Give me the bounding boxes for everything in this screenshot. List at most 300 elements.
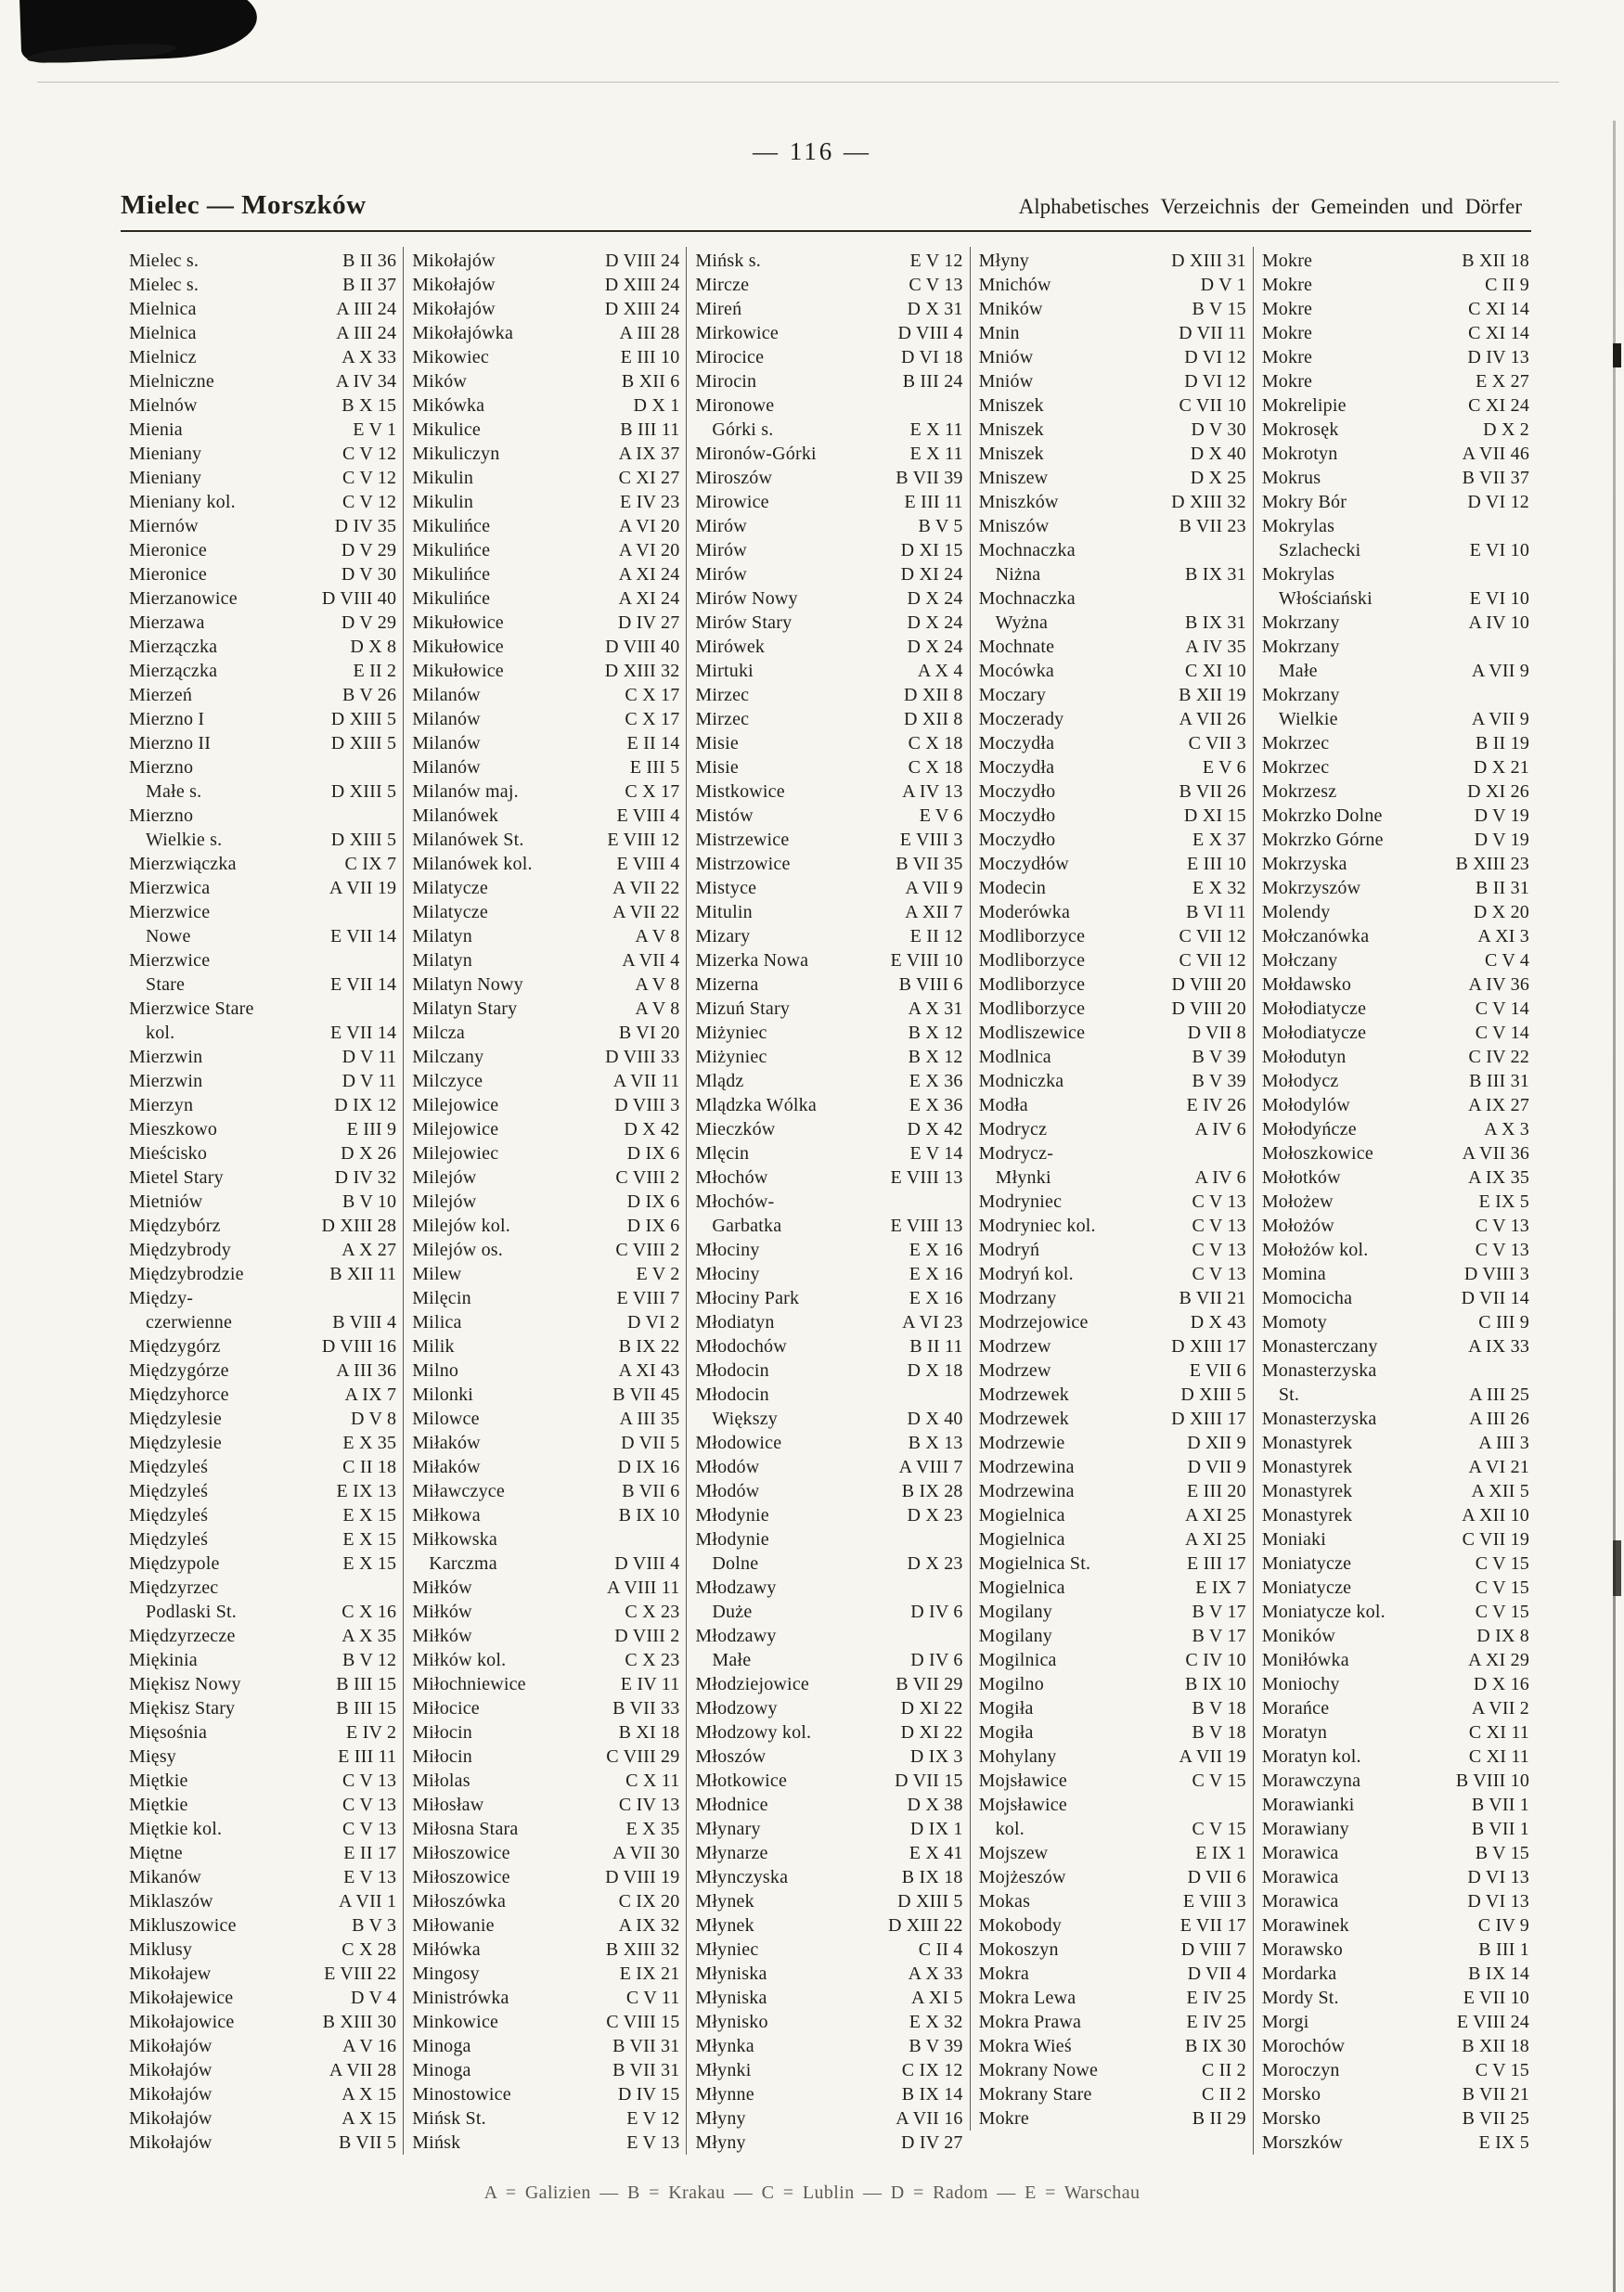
place-code: C IV 22 <box>1468 1047 1530 1067</box>
list-item <box>695 1069 962 1093</box>
place-name: Mojszew <box>978 1843 1049 1863</box>
place-name: Mogielnica <box>978 1529 1065 1550</box>
list-item <box>412 345 679 369</box>
list-item <box>979 876 1246 900</box>
place-code: C V 13 <box>1192 1216 1246 1236</box>
place-name: Międzybrodzie <box>129 1264 244 1284</box>
place-code: D X 38 <box>907 1795 963 1815</box>
list-item <box>412 1165 679 1190</box>
place-code: A VII 19 <box>1179 1746 1246 1767</box>
place-name: Mirówek <box>695 637 766 657</box>
place-code: D VIII 20 <box>1171 974 1246 995</box>
place-code: B VII 1 <box>1471 1819 1530 1839</box>
place-name: Młodochów <box>695 1336 787 1357</box>
place-name: Misie <box>695 733 739 753</box>
place-name: Morgi <box>1261 2012 1309 2032</box>
place-code: C II 9 <box>1485 275 1530 295</box>
place-name: Mikołajew <box>129 1964 212 1984</box>
list-item <box>129 900 396 924</box>
place-name: Mikulińce <box>412 540 491 560</box>
place-code: B IX 14 <box>901 2084 963 2105</box>
list-item <box>129 1045 396 1069</box>
list-item <box>412 1841 679 1865</box>
place-code: B XII 19 <box>1179 685 1246 705</box>
list-item <box>979 1455 1246 1479</box>
place-code: E X 36 <box>909 1095 963 1115</box>
list-item <box>1262 1552 1529 1576</box>
place-code: A XI 24 <box>618 588 680 609</box>
list-item <box>979 948 1246 972</box>
place-code: E VIII 24 <box>1456 2012 1530 2032</box>
place-code: D VII 4 <box>1187 1964 1246 1984</box>
place-code: A VII 9 <box>1471 709 1530 729</box>
place-code: D XIII 28 <box>321 1216 397 1236</box>
place-name: Milcza <box>412 1023 465 1043</box>
place-code: B II 19 <box>1475 733 1530 753</box>
list-item <box>1262 2034 1529 2058</box>
list-item <box>412 1407 679 1431</box>
place-name: Morawsko <box>1261 1939 1343 1960</box>
place-name: Młyniska <box>695 1964 767 1984</box>
list-item <box>695 1238 962 1262</box>
list-item <box>412 1600 679 1624</box>
place-name: Mokobody <box>978 1915 1062 1936</box>
place-code: E VIII 3 <box>1182 1891 1246 1912</box>
place-name: Miłoszowice <box>412 1867 510 1887</box>
list-item <box>695 321 962 345</box>
place-name: Karczma <box>429 1553 497 1574</box>
list-item <box>129 1503 396 1527</box>
place-name: Milejowiec <box>412 1143 499 1164</box>
list-item <box>412 1045 679 1069</box>
list-item <box>129 1117 396 1141</box>
list-item <box>412 2106 679 2131</box>
place-name: Mięsośnia <box>129 1722 208 1743</box>
list-item <box>129 1262 396 1286</box>
place-code: B VII 39 <box>896 468 963 488</box>
place-name: Mołczanówka <box>1261 926 1370 946</box>
place-name: Miętkie <box>129 1795 188 1815</box>
place-name: Mirocice <box>695 347 765 367</box>
list-item <box>129 1962 396 1986</box>
place-code: D X 42 <box>907 1119 963 1140</box>
place-name: Mikulin <box>412 468 474 488</box>
place-code: C V 13 <box>342 1795 397 1815</box>
place-code: C VIII 2 <box>615 1240 680 1260</box>
list-item <box>1262 1986 1529 2010</box>
list-item <box>1262 1648 1529 1672</box>
place-code: D V 11 <box>342 1071 397 1091</box>
list-item <box>1262 1624 1529 1648</box>
place-code: A XI 24 <box>618 564 680 585</box>
list-item <box>695 1938 962 1962</box>
place-name: Mogielnica St. <box>978 1553 1091 1574</box>
place-name: Mlądz <box>695 1071 744 1091</box>
place-code: B VI 20 <box>618 1023 680 1043</box>
place-code: A IV 36 <box>1468 974 1530 995</box>
place-code: C VII 3 <box>1188 733 1246 753</box>
place-code: E VII 17 <box>1179 1915 1246 1936</box>
place-code <box>956 393 963 418</box>
place-name: Mogiła <box>978 1722 1034 1743</box>
list-item <box>412 2034 679 2058</box>
place-code: D XIII 5 <box>330 709 397 729</box>
list-item <box>979 804 1246 828</box>
place-code: D XIII 22 <box>887 1915 963 1936</box>
list-item <box>129 1624 396 1648</box>
place-code: B V 39 <box>909 2036 963 2056</box>
place-code: C X 18 <box>908 733 963 753</box>
place-code: C VIII 29 <box>606 1746 680 1767</box>
place-name: Momocicha <box>1261 1288 1353 1308</box>
place-code: B V 15 <box>1192 299 1246 319</box>
place-code: D X 2 <box>1483 419 1530 440</box>
place-name: Mirów <box>695 564 747 585</box>
place-code: E X 35 <box>342 1433 397 1453</box>
list-item <box>412 852 679 876</box>
list-item <box>129 490 396 514</box>
place-code: B IX 28 <box>901 1481 963 1501</box>
list-item <box>129 1527 396 1552</box>
place-code: C X 23 <box>625 1602 680 1622</box>
place-name: Mierzwice <box>129 902 211 922</box>
list-item <box>412 804 679 828</box>
place-name: Mołożów kol. <box>1261 1240 1369 1260</box>
list-item <box>412 731 679 755</box>
place-code: C VII 19 <box>1462 1529 1530 1550</box>
list-item <box>695 1141 962 1165</box>
place-code: B VII 21 <box>1462 2084 1530 2105</box>
list-item <box>129 418 396 442</box>
page-header <box>121 190 1522 221</box>
list-item <box>695 1817 962 1841</box>
place-name: Moniatycze <box>1261 1553 1352 1574</box>
place-name: Młynary <box>695 1819 761 1839</box>
list-item <box>129 321 396 345</box>
place-code: B IX 18 <box>901 1867 963 1887</box>
place-code: C X 11 <box>625 1771 680 1791</box>
place-name: Monasterzyska <box>1261 1409 1377 1429</box>
list-item <box>412 659 679 683</box>
place-name: Mogilany <box>978 1602 1052 1622</box>
place-code: B IX 10 <box>618 1505 680 1526</box>
place-name: Mokrzec <box>1261 757 1330 778</box>
place-code: B VIII 6 <box>898 974 963 995</box>
place-name: Miroszów <box>695 468 773 488</box>
place-name: Mokra <box>978 1964 1029 1984</box>
place-name: Międzyhorce <box>129 1384 229 1405</box>
place-code: C X 17 <box>625 781 680 802</box>
place-code: D IX 16 <box>617 1457 680 1477</box>
place-code: E III 9 <box>346 1119 397 1140</box>
place-code: E III 10 <box>1187 854 1246 874</box>
scan-edge-tick <box>1613 343 1621 367</box>
list-item <box>412 779 679 804</box>
list-item <box>412 586 679 611</box>
list-item <box>412 1769 679 1793</box>
place-code: E IV 26 <box>1186 1095 1246 1115</box>
place-code: D X 24 <box>907 588 963 609</box>
place-name: Monastyrek <box>1261 1505 1353 1526</box>
list-item <box>1262 1407 1529 1431</box>
list-item <box>412 828 679 852</box>
place-name: Miłków <box>412 1602 472 1622</box>
place-name: Mołodutyn <box>1261 1047 1347 1067</box>
place-code: B X 12 <box>908 1047 963 1067</box>
list-item <box>412 1865 679 1889</box>
place-name: Mlęcin <box>695 1143 750 1164</box>
place-name: Mokrylas <box>1261 564 1335 585</box>
place-code <box>389 755 396 779</box>
place-name: Moniochy <box>1261 1674 1340 1694</box>
place-code: A X 4 <box>917 661 963 681</box>
place-code: C V 11 <box>625 1988 680 2008</box>
place-code: A VI 20 <box>618 540 680 560</box>
place-name: Mniów <box>978 371 1034 392</box>
place-code: A VII 11 <box>612 1071 680 1091</box>
place-name: Mikułowice <box>412 661 504 681</box>
place-code: C V 13 <box>1192 1191 1246 1212</box>
place-name: Podlaski St. <box>146 1602 237 1622</box>
place-code: E X 35 <box>625 1819 680 1839</box>
place-name: Miłaków <box>412 1457 481 1477</box>
place-name: Mistów <box>695 805 754 826</box>
place-name: Mokry Bór <box>1261 492 1347 512</box>
list-item <box>412 1214 679 1238</box>
list-item <box>1262 466 1529 490</box>
place-name: Młyny <box>695 2132 746 2153</box>
list-item <box>412 1431 679 1455</box>
place-name: Milatyn Nowy <box>412 974 523 995</box>
place-name: Mirów Stary <box>695 612 793 633</box>
place-name: Mokas <box>978 1891 1031 1912</box>
list-item <box>979 1190 1246 1214</box>
place-code: C II 2 <box>1201 2060 1246 2080</box>
list-item <box>1262 273 1529 297</box>
list-item <box>695 297 962 321</box>
list-item <box>979 1986 1246 2010</box>
place-code: D XIII 5 <box>1180 1384 1246 1405</box>
list-item <box>1262 924 1529 948</box>
list-item <box>129 948 396 972</box>
list-item <box>412 2131 679 2155</box>
place-name: Modryń kol. <box>978 1264 1074 1284</box>
place-name: Młyniska <box>695 1988 767 2008</box>
list-item <box>979 2034 1246 2058</box>
place-name: Milew <box>412 1264 462 1284</box>
place-name: Mołczany <box>1261 950 1338 971</box>
place-name: Mników <box>978 299 1043 319</box>
list-item <box>129 1334 396 1358</box>
place-name: Modrycz- <box>978 1143 1054 1164</box>
list-item <box>695 249 962 273</box>
place-name: Moniaki <box>1261 1529 1326 1550</box>
place-name: Miłocice <box>412 1698 480 1719</box>
list-item <box>979 562 1246 586</box>
list-item <box>129 779 396 804</box>
place-code: B V 18 <box>1192 1698 1246 1719</box>
list-item <box>695 924 962 948</box>
place-code: A IV 6 <box>1194 1167 1246 1188</box>
place-code: E X 15 <box>342 1553 397 1574</box>
place-code: E X 11 <box>909 419 963 440</box>
place-code: B VI 11 <box>1186 902 1246 922</box>
list-item <box>979 972 1246 997</box>
place-code: A III 36 <box>336 1360 397 1381</box>
list-item <box>412 948 679 972</box>
place-name: Mikołajów <box>412 251 496 271</box>
list-item <box>129 1165 396 1190</box>
place-name: Młynek <box>695 1915 754 1936</box>
place-name: Moroczyn <box>1261 2060 1340 2080</box>
place-name: Dolne <box>712 1553 759 1574</box>
place-name: Mikulińce <box>412 564 491 585</box>
place-name: Mieniany <box>129 444 202 464</box>
list-item <box>412 1576 679 1600</box>
place-code: B XI 18 <box>618 1722 680 1743</box>
place-code: E V 13 <box>626 2132 680 2153</box>
place-code: D VII 5 <box>621 1433 680 1453</box>
place-code: D VII 6 <box>1187 1867 1246 1887</box>
place-name: Mołodiatycze <box>1261 1023 1367 1043</box>
list-item <box>412 538 679 562</box>
index-column-3 <box>686 247 969 2155</box>
place-code: C X 17 <box>625 685 680 705</box>
list-item <box>1262 345 1529 369</box>
list-item <box>695 1214 962 1238</box>
place-code: B VII 5 <box>339 2132 397 2153</box>
place-code: D IV 27 <box>901 2132 963 2153</box>
place-code: B XII 18 <box>1462 251 1530 271</box>
place-code: E X 16 <box>909 1240 963 1260</box>
place-code: A III 28 <box>619 323 680 343</box>
list-item <box>1262 635 1529 659</box>
place-name: Mnichów <box>978 275 1051 295</box>
place-code: E V 6 <box>919 805 963 826</box>
place-name: Mikołajów <box>129 2108 213 2129</box>
place-name: Mierzyn <box>129 1095 194 1115</box>
place-name: Mierzno II <box>129 733 212 753</box>
place-name: Mirzec <box>695 709 750 729</box>
index-column-5 <box>1253 247 1536 2155</box>
list-item <box>1262 1165 1529 1190</box>
list-item <box>129 1769 396 1793</box>
place-name: Mokrzesz <box>1261 781 1337 802</box>
place-code: E IX 7 <box>1195 1577 1246 1598</box>
place-code: D VI 18 <box>901 347 963 367</box>
place-name: Moczydła <box>978 757 1055 778</box>
list-item <box>979 635 1246 659</box>
place-code <box>389 1576 396 1600</box>
list-item <box>695 562 962 586</box>
place-code: E V 12 <box>626 2108 680 2129</box>
list-item <box>979 1938 1246 1962</box>
place-name: Mołodycz <box>1261 1071 1339 1091</box>
place-code: B VII 45 <box>612 1384 680 1405</box>
place-code: D X 25 <box>1190 468 1246 488</box>
list-item <box>412 876 679 900</box>
list-item <box>979 297 1246 321</box>
list-item <box>129 755 396 779</box>
place-name: Mikołajów <box>412 299 496 319</box>
place-name: Milejów <box>412 1191 477 1212</box>
list-item <box>1262 2131 1529 2155</box>
list-item <box>129 1190 396 1214</box>
place-code: E VIII 12 <box>607 830 680 850</box>
place-name: Miłowanie <box>412 1915 495 1936</box>
place-code: D V 30 <box>341 564 397 585</box>
place-name: Milanów <box>412 733 481 753</box>
place-code: A VII 46 <box>1462 444 1530 464</box>
place-name: Milejów kol. <box>412 1216 510 1236</box>
place-name: Mitulin <box>695 902 753 922</box>
place-name: Małe <box>1278 661 1318 681</box>
place-code: B VII 25 <box>1462 2108 1530 2129</box>
place-code <box>1522 683 1529 707</box>
list-item <box>979 514 1246 538</box>
place-code: D IX 6 <box>626 1143 680 1164</box>
place-name: Międzyleś <box>129 1457 209 1477</box>
list-item <box>979 755 1246 779</box>
place-code: E III 20 <box>1187 1481 1246 1501</box>
place-code <box>389 997 396 1021</box>
place-name: Mogielnica <box>978 1577 1065 1598</box>
place-name: Młoszów <box>695 1746 767 1767</box>
place-name: Monasterczany <box>1261 1336 1378 1357</box>
place-code: B XII 18 <box>1462 2036 1530 2056</box>
list-item <box>979 1962 1246 1986</box>
place-name: Modecin <box>978 878 1047 898</box>
place-code: A IX 33 <box>1468 1336 1530 1357</box>
list-item <box>129 1479 396 1503</box>
place-name: Mogielnica <box>978 1505 1065 1526</box>
list-item <box>695 1624 962 1648</box>
place-code: D V 1 <box>1200 275 1246 295</box>
place-code: D IV 27 <box>617 612 680 633</box>
list-item <box>129 852 396 876</box>
place-code: C X 17 <box>625 709 680 729</box>
place-name: Mierzączka <box>129 661 218 681</box>
place-code: E VII 10 <box>1463 1988 1530 2008</box>
place-code: A VII 19 <box>329 878 397 898</box>
list-item <box>979 321 1246 345</box>
place-name: Mojsławice <box>978 1795 1067 1815</box>
place-name: Międzyleś <box>129 1481 209 1501</box>
list-item <box>695 1769 962 1793</box>
place-name: Mikołajów <box>129 2084 213 2105</box>
list-item <box>1262 707 1529 731</box>
list-item <box>1262 1745 1529 1769</box>
place-code: D VIII 24 <box>605 251 680 271</box>
place-code: C V 15 <box>1192 1819 1246 1839</box>
place-name: Miłków <box>412 1626 472 1646</box>
place-code: B VII 1 <box>1471 1795 1530 1815</box>
place-name: Mieszkowo <box>129 1119 218 1140</box>
place-code: D IX 3 <box>909 1746 963 1767</box>
list-item <box>129 1648 396 1672</box>
place-code: E IV 25 <box>1186 1988 1246 2008</box>
place-name: Mokrzec <box>1261 733 1330 753</box>
list-item <box>1262 1310 1529 1334</box>
place-name: Miłkowska <box>412 1529 498 1550</box>
list-item <box>1262 948 1529 972</box>
list-item <box>412 1745 679 1769</box>
place-code: E VIII 3 <box>899 830 963 850</box>
place-name: Milowce <box>412 1409 480 1429</box>
place-name: Mirkowice <box>695 323 779 343</box>
place-name: Mikanów <box>129 1867 202 1887</box>
scan-edge-tick <box>1613 1540 1621 1596</box>
